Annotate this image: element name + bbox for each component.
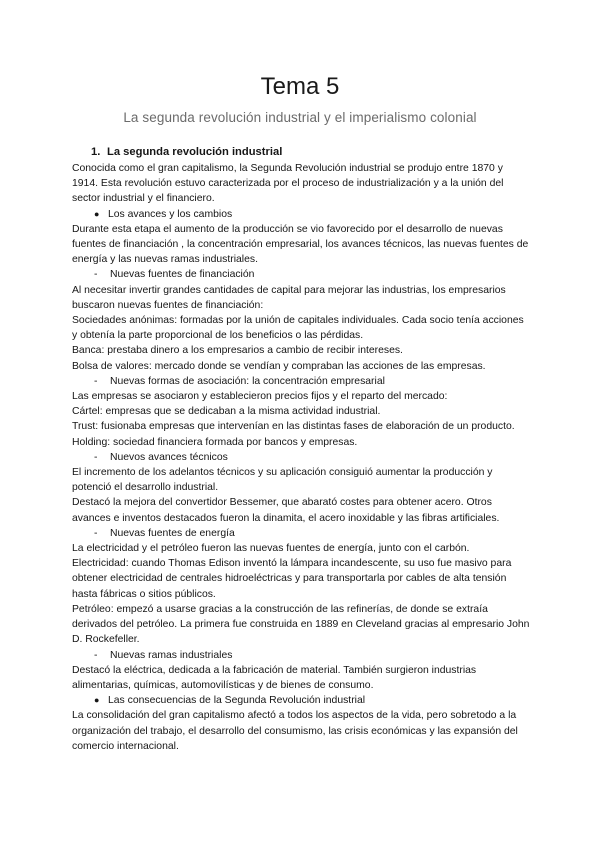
section-title: La segunda revolución industrial bbox=[107, 146, 283, 158]
dash-label: Nuevos avances técnicos bbox=[110, 451, 228, 463]
section-heading bbox=[72, 144, 530, 161]
paragraph: Destacó la mejora del convertidor Bessemer, que abarató costes para obtener acero. Otros avances e inventos destacados fueron la dinamita, el acero inoxidable y las fibras artificiales. bbox=[72, 497, 500, 524]
bullet-label: Los avances y los cambios bbox=[108, 208, 233, 220]
paragraph: El incremento de los adelantos técnicos y su aplicación consiguió aumentar la producción y potenció el desarrollo industrial. bbox=[72, 467, 493, 494]
paragraph: Las empresas se asociaron y establecieron precios fijos y el reparto del mercado: bbox=[72, 391, 448, 403]
consecuencias-paragraph: La consolidación del gran capitalismo afectó a todos los aspectos de la vida, pero sobretodo a la organización del trabajo, el desarrollo del consumismo, las crisis económicas y las expansión del comercio internacional. bbox=[72, 710, 518, 752]
paragraph: Destacó la eléctrica, dedicada a la fabricación de material. También surgieron industrias alimentarias, químicas, automovilísticas y de bienes de consumo. bbox=[72, 664, 477, 691]
paragraph: Holding: sociedad financiera formada por bancos y empresas. bbox=[72, 436, 358, 448]
page-title: Tema 5 bbox=[260, 73, 340, 100]
dash-asociacion bbox=[72, 374, 530, 389]
paragraph: Sociedades anónimas: formadas por la unión de capitales individuales. Cada socio tenía acciones y obtenía la parte proporcional de los beneficios o las pérdidas. bbox=[72, 315, 524, 342]
page-subtitle: La segunda revolución industrial y el imperialismo colonial bbox=[123, 110, 477, 125]
dash-label: Nuevas fuentes de energía bbox=[110, 527, 235, 539]
paragraph: Bolsa de valores: mercado donde se vendían y compraban las acciones de las empresas. bbox=[72, 360, 486, 372]
bullet-icon: ● bbox=[94, 208, 100, 219]
dash-avances-tecnicos bbox=[72, 450, 530, 465]
paragraph: Trust: fusionaba empresas que intervenían en las distintas fases de elaboración de un producto. bbox=[72, 421, 515, 433]
dash-financiacion bbox=[72, 267, 530, 282]
dash-label: Nuevas formas de asociación: la concentración empresarial bbox=[110, 375, 385, 387]
section-number: 1. bbox=[91, 146, 101, 158]
intro-paragraph: Conocida como el gran capitalismo, la Segunda Revolución industrial se produjo entre 1870 y 1914. Esta revolución estuvo caracterizada por el proceso de industrialización y a la unión del sector industrial y el financiero. bbox=[72, 163, 504, 205]
document-body bbox=[72, 144, 530, 754]
dash-label: Nuevas fuentes de financiación bbox=[110, 269, 255, 281]
avances-paragraph: Durante esta etapa el aumento de la producción se vio favorecido por el desarrollo de nuevas fuentes de financiación , la concentración empresarial, los avances técnicos, las nuevas fuentes de energía y las nuevas ramas industriales. bbox=[72, 223, 529, 266]
dash-icon: - bbox=[94, 649, 98, 661]
dash-energia bbox=[72, 526, 530, 541]
dash-icon: - bbox=[94, 269, 98, 281]
dash-icon: - bbox=[94, 451, 98, 463]
bullet-icon: ● bbox=[94, 695, 100, 706]
bullet-avances bbox=[72, 207, 530, 222]
bullet-consecuencias bbox=[72, 693, 530, 708]
paragraph: Cártel: empresas que se dedicaban a la misma actividad industrial. bbox=[72, 406, 381, 418]
dash-icon: - bbox=[94, 375, 98, 387]
bullet-label: Las consecuencias de la Segunda Revolución industrial bbox=[108, 695, 366, 707]
paragraph: Petróleo: empezó a usarse gracias a la construcción de las refinerías, de donde se extraía derivados del petróleo. La primera fue construida en 1889 en Cleveland gracias al empresario John D. Rockefeller. bbox=[72, 603, 530, 646]
paragraph: Banca: prestaba dinero a los empresarios a cambio de recibir intereses. bbox=[72, 345, 403, 357]
paragraph: Al necesitar invertir grandes cantidades de capital para mejorar las industrias, los empresarios buscaron nuevas fuentes de financiación: bbox=[72, 284, 506, 311]
paragraph: Electricidad: cuando Thomas Edison inventó la lámpara incandescente, su uso fue masivo para obtener electricidad de centrales hidroeléctricas y para transportarla por cables de alta tensión hasta fábricas o sitios públicos. bbox=[72, 558, 512, 600]
dash-label: Nuevas ramas industriales bbox=[110, 649, 233, 661]
dash-icon: - bbox=[94, 527, 98, 539]
paragraph: La electricidad y el petróleo fueron las nuevas fuentes de energía, junto con el carbón. bbox=[72, 543, 470, 555]
dash-ramas bbox=[72, 648, 530, 663]
